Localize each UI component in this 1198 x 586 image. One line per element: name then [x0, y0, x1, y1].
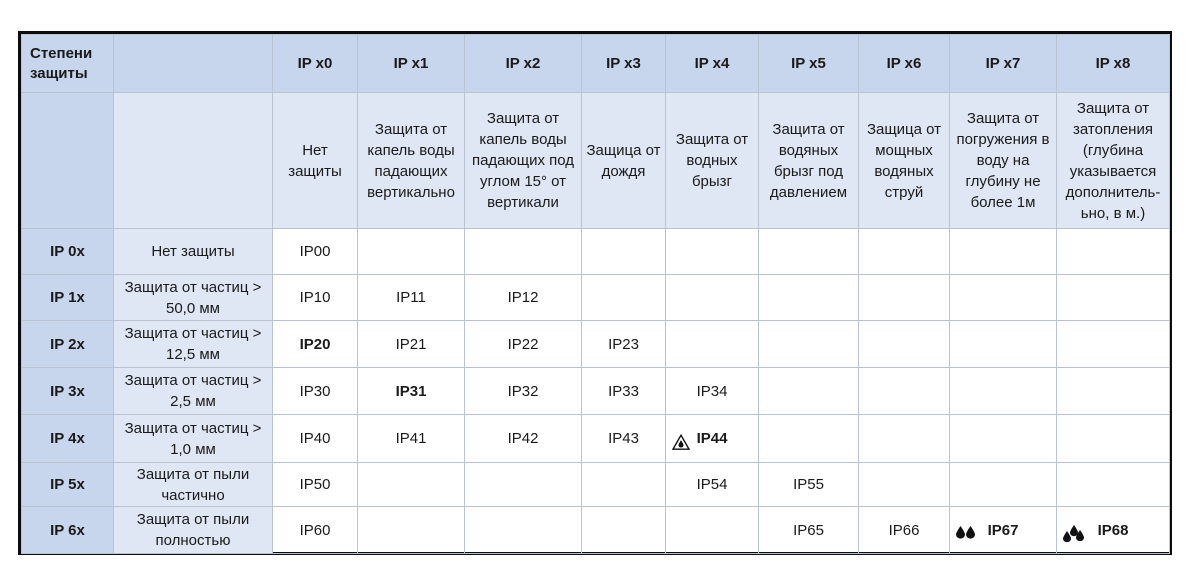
table-row — [22, 275, 1170, 321]
row-header: IP 0x — [22, 229, 114, 275]
ip-code-cell — [273, 507, 358, 554]
three-drops-icon — [1063, 525, 1085, 543]
empty-cell — [950, 275, 1057, 321]
empty-cell — [666, 321, 759, 368]
ip-code: IP00 — [299, 243, 331, 260]
empty-cell — [358, 507, 465, 554]
ip-code: IP23 — [608, 335, 639, 353]
empty-cell — [859, 229, 950, 275]
table-row — [22, 463, 1170, 507]
column-description: Защита от водяных брызг под давлением — [759, 93, 859, 229]
ip-code-cell — [273, 321, 358, 368]
ip-code-cell — [759, 507, 859, 554]
column-description: Защица от дождя — [582, 93, 666, 229]
row-description: Защита от частиц > 50,0 мм — [114, 275, 273, 321]
row-header: IP 5x — [22, 463, 114, 507]
row-header: IP 2x — [22, 321, 114, 368]
empty-cell — [950, 229, 1057, 275]
empty-cell — [1057, 368, 1170, 415]
column-header: IP x6 — [859, 35, 950, 93]
ip-code: IP68 — [1097, 521, 1129, 539]
description-blank — [114, 93, 273, 229]
column-header: IP x5 — [759, 35, 859, 93]
empty-cell — [759, 368, 859, 415]
column-description: Защита от затопления (глубина указывается дополнитель-ьно, в м.) — [1057, 93, 1170, 229]
empty-cell — [582, 229, 666, 275]
empty-cell — [1057, 463, 1170, 507]
ip-code: IP31 — [395, 382, 427, 400]
empty-cell — [465, 229, 582, 275]
empty-cell — [759, 275, 859, 321]
empty-cell — [950, 463, 1057, 507]
ip-code: IP11 — [396, 289, 426, 306]
ip-code: IP55 — [793, 476, 824, 493]
empty-cell — [859, 463, 950, 507]
empty-cell — [759, 415, 859, 463]
ip-code-cell — [358, 321, 465, 368]
row-header: IP 3x — [22, 368, 114, 415]
header-row — [22, 35, 1170, 93]
column-description: Защица от мощных водяных струй — [859, 93, 950, 229]
empty-cell — [1057, 275, 1170, 321]
table-row — [22, 229, 1170, 275]
empty-cell — [950, 321, 1057, 368]
row-header: IP 4x — [22, 415, 114, 463]
ip-code-cell — [582, 368, 666, 415]
description-row — [22, 93, 1170, 229]
empty-cell — [759, 229, 859, 275]
empty-cell — [1057, 229, 1170, 275]
ip-code-cell — [273, 415, 358, 463]
ip-code-cell — [358, 415, 465, 463]
column-header: IP x3 — [582, 35, 666, 93]
ip-code: IP67 — [987, 521, 1019, 539]
table-row — [22, 415, 1170, 463]
ip-code: IP60 — [299, 521, 331, 539]
ip-code: IP33 — [608, 382, 639, 400]
ip-code-cell — [465, 415, 582, 463]
ip-code-cell — [1057, 507, 1170, 554]
row-header: IP 1x — [22, 275, 114, 321]
table-body — [22, 229, 1170, 554]
table-row — [22, 368, 1170, 415]
ip-code-cell — [358, 368, 465, 415]
column-description: Защита от капель воды падающих вертикально — [358, 93, 465, 229]
column-header: IP x7 — [950, 35, 1057, 93]
ip-code: IP44 — [696, 430, 728, 447]
column-header: IP x4 — [666, 35, 759, 93]
row-description: Нет защиты — [114, 229, 273, 275]
two-drops-icon — [956, 526, 976, 540]
corner-header: Степени защиты — [22, 35, 114, 93]
ip-code: IP41 — [395, 430, 427, 447]
empty-cell — [582, 507, 666, 554]
empty-cell — [950, 415, 1057, 463]
ip-code-cell — [273, 275, 358, 321]
ip-code-cell — [666, 463, 759, 507]
empty-cell — [666, 229, 759, 275]
empty-cell — [666, 275, 759, 321]
ip-code: IP34 — [696, 382, 728, 400]
ip-code-cell — [465, 368, 582, 415]
ip-code: IP32 — [507, 382, 539, 400]
description-corner-blank — [22, 93, 114, 229]
ip-rating-table — [21, 34, 1170, 554]
ip-code: IP54 — [696, 476, 728, 493]
ip-code: IP65 — [793, 521, 824, 539]
ip-code-cell — [273, 229, 358, 275]
column-description: Защита от водных брызг — [666, 93, 759, 229]
empty-cell — [465, 463, 582, 507]
ip-code: IP21 — [395, 335, 427, 353]
empty-cell — [859, 368, 950, 415]
ip-code-cell — [273, 368, 358, 415]
ip-code: IP42 — [507, 430, 539, 447]
table-row — [22, 321, 1170, 368]
table-row — [22, 507, 1170, 554]
empty-cell — [666, 507, 759, 554]
ip-code: IP12 — [507, 289, 539, 306]
ip-code-cell — [273, 463, 358, 507]
empty-cell — [582, 275, 666, 321]
ip-code: IP30 — [299, 382, 331, 400]
ip-code-cell — [666, 415, 759, 463]
row-description: Защита от частиц > 12,5 мм — [114, 321, 273, 368]
ip-code: IP20 — [299, 335, 331, 353]
header-blank — [114, 35, 273, 93]
column-description: Защита от капель воды падающих под углом 15° от вертикали — [465, 93, 582, 229]
ip-code-cell — [759, 463, 859, 507]
empty-cell — [1057, 415, 1170, 463]
column-header: IP x1 — [358, 35, 465, 93]
ip-code: IP66 — [888, 521, 920, 539]
water-drop-triangle-icon — [672, 434, 690, 450]
ip-code-cell — [465, 275, 582, 321]
empty-cell — [859, 321, 950, 368]
empty-cell — [859, 415, 950, 463]
empty-cell — [950, 368, 1057, 415]
ip-code-cell — [582, 415, 666, 463]
ip-code: IP50 — [299, 476, 331, 493]
empty-cell — [358, 463, 465, 507]
ip-code-cell — [950, 507, 1057, 554]
column-header: IP x0 — [273, 35, 358, 93]
empty-cell — [465, 507, 582, 554]
ip-code: IP22 — [507, 335, 539, 353]
column-header: IP x8 — [1057, 35, 1170, 93]
row-description: Защита от пыли полностью — [114, 507, 273, 554]
empty-cell — [759, 321, 859, 368]
ip-code: IP43 — [608, 430, 639, 447]
row-description: Защита от частиц > 2,5 мм — [114, 368, 273, 415]
ip-code-cell — [859, 507, 950, 554]
ip-code: IP10 — [299, 289, 331, 306]
row-description: Защита от пыли частично — [114, 463, 273, 507]
ip-code-cell — [358, 275, 465, 321]
row-description: Защита от частиц > 1,0 мм — [114, 415, 273, 463]
column-header: IP x2 — [465, 35, 582, 93]
ip-code-cell — [666, 368, 759, 415]
ip-code: IP40 — [299, 430, 331, 447]
empty-cell — [582, 463, 666, 507]
ip-rating-table-frame — [18, 31, 1172, 555]
empty-cell — [1057, 321, 1170, 368]
column-description: Нет защиты — [273, 93, 358, 229]
row-header: IP 6x — [22, 507, 114, 554]
column-description: Защита от погружения в воду на глубину не более 1м — [950, 93, 1057, 229]
ip-code-cell — [582, 321, 666, 368]
ip-code-cell — [465, 321, 582, 368]
empty-cell — [859, 275, 950, 321]
empty-cell — [358, 229, 465, 275]
